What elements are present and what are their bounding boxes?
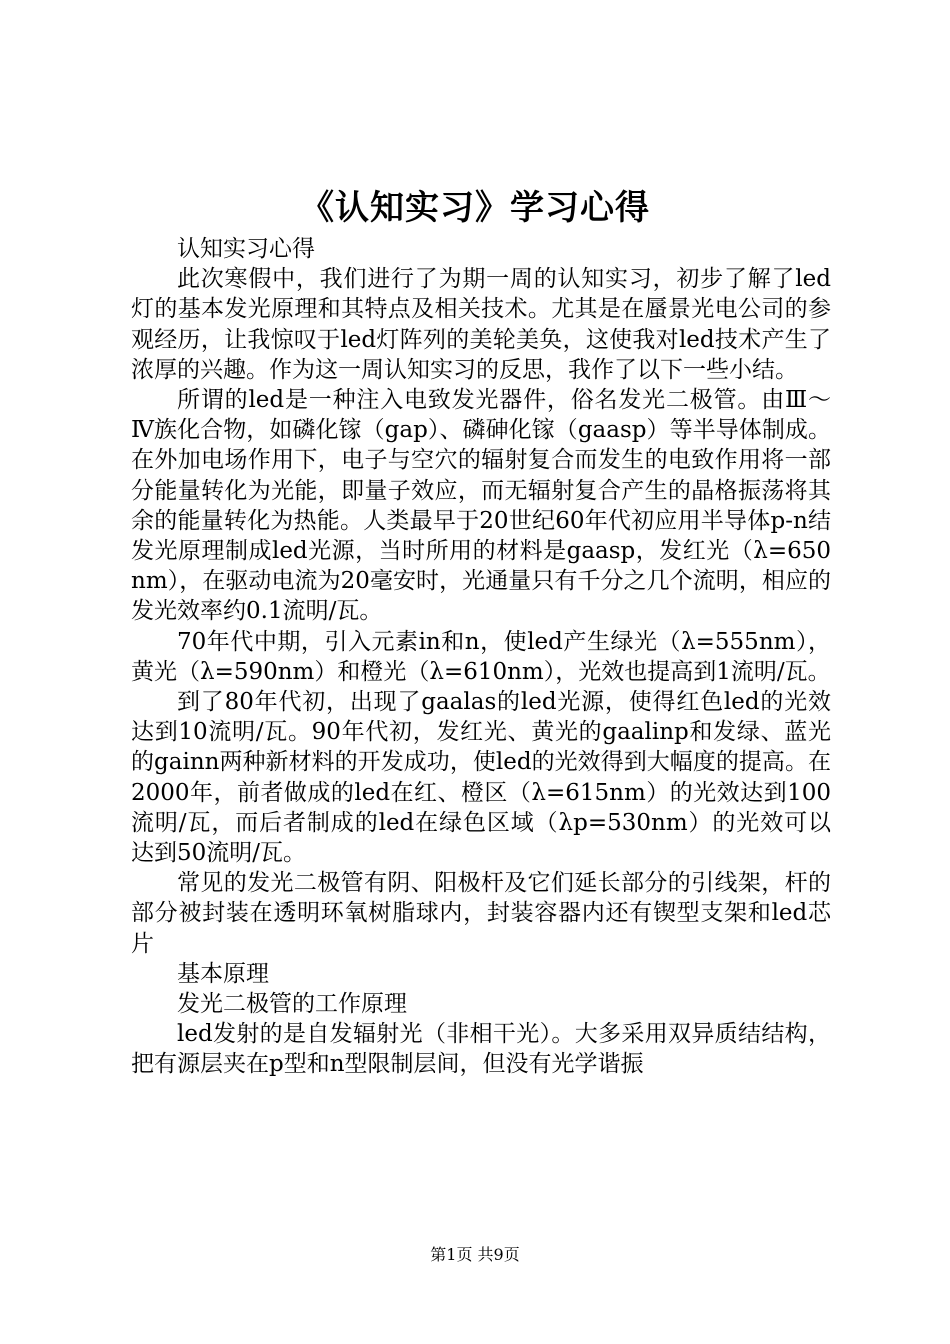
paragraph-structure: 常见的发光二极管有阴、阳极杆及它们延长部分的引线架，杆的部分被封装在透明环氧树脂球内，封装容器内还有锲型支架和led芯片 xyxy=(131,870,831,957)
paragraph-led-definition: 所谓的led是一种注入电致发光器件，俗名发光二极管。由Ⅲ～Ⅳ族化合物，如磷化镓（gap）、磷砷化镓（gaasp）等半导体制成。在外加电场作用下，电子与空穴的辐射复合而发生的电致作用将一部分能量转化为光能，即量子效应，而无辐射复合产生的晶格振荡将其余的能量转化为热能。人类最早于20世纪60年代初应用半导体p-n结发光原理制成led光源，当时所用的材料是gaasp，发红光（λ=650nm），在驱动电流为20毫安时，光通量只有千分之几个流明，相应的发光效率约0.1流明/瓦。 xyxy=(131,387,831,625)
paragraph-subtitle: 认知实习心得 xyxy=(177,236,315,262)
paragraph-emission: led发射的是自发辐射光（非相干光）。大多采用双异质结结构，把有源层夹在p型和n型限制层间，但没有光学谐振 xyxy=(131,1021,831,1078)
document-body xyxy=(131,234,831,1080)
paragraph-70s: 70年代中期，引入元素in和n，使led产生绿光（λ=555nm），黄光（λ=590nm）和橙光（λ=610nm），光效也提高到1流明/瓦。 xyxy=(131,628,831,685)
paragraph-heading-basic-principle: 基本原理 xyxy=(177,960,269,987)
paragraph-heading-working-principle: 发光二极管的工作原理 xyxy=(177,991,407,1018)
paragraph-intro: 此次寒假中，我们进行了为期一周的认知实习，初步了解了led灯的基本发光原理和其特点及相关技术。尤其是在蜃景光电公司的参观经历，让我惊叹于led灯阵列的美轮美奂，这使我对led技术产生了浓厚的兴趣。作为这一周认知实习的反思，我作了以下一些小结。 xyxy=(131,266,831,383)
paragraph-80s-90s: 到了80年代初，出现了gaalas的led光源，使得红色led的光效达到10流明/瓦。90年代初，发红光、黄光的gaalinp和发绿、蓝光的gainn两种新材料的开发成功，使led的光效得到大幅度的提高。在2000年，前者做成的led在红、橙区（λ=615nm）的光效达到100流明/瓦，而后者制成的led在绿色区域（λp=530nm）的光效可以达到50流明/瓦。 xyxy=(131,689,831,867)
page-footer: 第1页 共9页 xyxy=(430,1245,520,1264)
document-title: 《认知实习》学习心得 xyxy=(300,188,650,228)
